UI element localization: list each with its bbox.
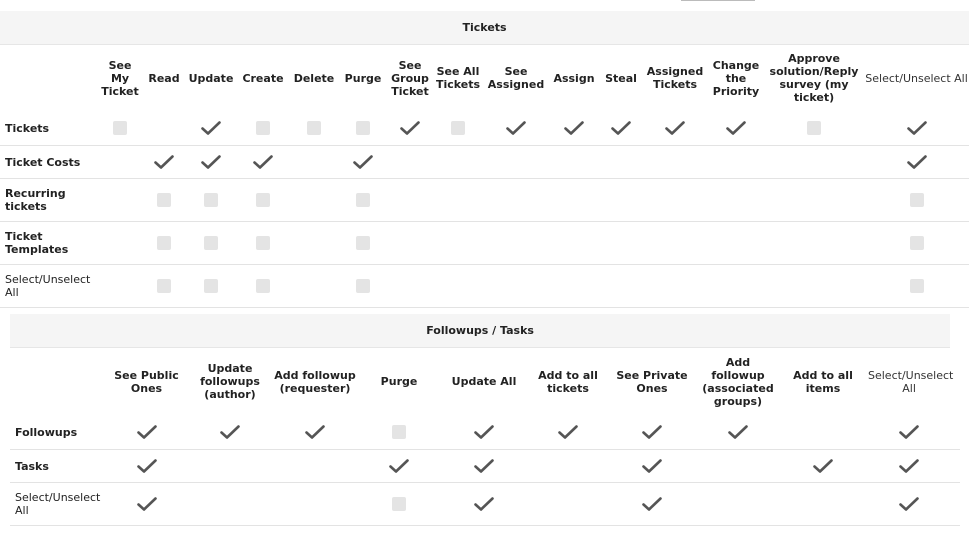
cell <box>186 112 236 146</box>
tickets-section-title: Tickets <box>0 11 969 45</box>
cell <box>642 112 708 146</box>
cell <box>950 483 960 526</box>
cell <box>438 483 530 526</box>
cell <box>548 146 600 179</box>
checkbox-icon[interactable] <box>392 425 406 439</box>
checkmark-icon[interactable] <box>474 458 494 474</box>
cell <box>484 112 548 146</box>
cell <box>698 416 778 450</box>
cell <box>548 179 600 222</box>
cell <box>708 112 764 146</box>
column-header-purge: Purge <box>344 71 382 85</box>
cell <box>438 450 530 483</box>
cell <box>432 222 484 265</box>
column-header-update: Update <box>188 71 234 85</box>
cell <box>103 450 190 483</box>
cell <box>778 450 868 483</box>
checkmark-icon[interactable] <box>305 424 325 440</box>
cell <box>484 179 548 222</box>
column-header-approve-solution-reply-survey-my-ticket: Approve solution/Reply survey (my ticket) <box>769 52 859 105</box>
checkmark-icon[interactable] <box>137 496 157 512</box>
cell <box>600 179 642 222</box>
checkmark-icon[interactable] <box>389 458 409 474</box>
cell <box>606 483 698 526</box>
cell <box>764 179 864 222</box>
cell <box>270 450 360 483</box>
checkbox-icon[interactable] <box>910 236 924 250</box>
cell <box>186 179 236 222</box>
checkbox-icon[interactable] <box>256 279 270 293</box>
cell <box>360 483 438 526</box>
column-header-add-followup-associated-groups: Add followup (associated groups) <box>702 355 774 408</box>
cell <box>432 112 484 146</box>
cell <box>190 450 270 483</box>
cell <box>764 112 864 146</box>
checkmark-icon[interactable] <box>642 424 662 440</box>
checkmark-icon[interactable] <box>728 424 748 440</box>
checkbox-icon[interactable] <box>157 193 171 207</box>
cell <box>698 483 778 526</box>
cell <box>142 265 186 308</box>
checkmark-icon[interactable] <box>201 154 221 170</box>
cell <box>778 416 868 450</box>
cell <box>103 483 190 526</box>
cell <box>600 146 642 179</box>
cell <box>708 179 764 222</box>
checkbox-icon[interactable] <box>910 193 924 207</box>
cell <box>98 112 142 146</box>
cell <box>484 146 548 179</box>
cell <box>142 146 186 179</box>
checkmark-icon[interactable] <box>137 424 157 440</box>
row-label-select-unselect-all: Select/Unselect All <box>0 265 98 308</box>
cell <box>642 222 708 265</box>
row-label-recurring-tickets: Recurring tickets <box>0 179 98 222</box>
row-label-select-unselect-all: Select/Unselect All <box>10 483 103 526</box>
row-label-ticket-costs: Ticket Costs <box>0 146 98 179</box>
checkbox-icon[interactable] <box>807 121 821 135</box>
checkbox-icon[interactable] <box>356 193 370 207</box>
cell <box>290 146 338 179</box>
column-header-change-the-priority: Change the Priority <box>712 58 760 98</box>
table-row <box>10 416 960 450</box>
checkbox-icon[interactable] <box>910 279 924 293</box>
cell <box>530 416 606 450</box>
cell <box>548 265 600 308</box>
cell <box>438 416 530 450</box>
checkmark-icon[interactable] <box>506 120 526 136</box>
cell <box>642 265 708 308</box>
checkbox-icon[interactable] <box>204 236 218 250</box>
cell <box>606 416 698 450</box>
table-row <box>10 450 960 483</box>
cell <box>600 112 642 146</box>
cell <box>103 416 190 450</box>
checkmark-icon[interactable] <box>201 120 221 136</box>
cell <box>98 146 142 179</box>
cell <box>950 450 960 483</box>
cell <box>600 265 642 308</box>
column-header-steal: Steal <box>605 71 637 85</box>
cell <box>236 222 290 265</box>
cell <box>360 450 438 483</box>
checkmark-icon[interactable] <box>665 120 685 136</box>
checkbox-icon[interactable] <box>204 279 218 293</box>
checkmark-icon[interactable] <box>137 458 157 474</box>
column-header-see-assigned: See Assigned <box>487 65 545 92</box>
cell <box>778 483 868 526</box>
checkbox-icon[interactable] <box>451 121 465 135</box>
cell <box>764 265 864 308</box>
tickets-rights-table <box>0 11 969 308</box>
checkmark-icon[interactable] <box>907 154 927 170</box>
cell <box>290 179 338 222</box>
cell <box>388 146 432 179</box>
cell <box>388 179 432 222</box>
column-header-select-unselect-all: Select/Unselect All <box>865 71 968 85</box>
followups-section-title: Followups / Tasks <box>10 314 950 348</box>
column-header-assign: Assign <box>553 71 595 85</box>
cell <box>864 112 969 146</box>
cell <box>764 146 864 179</box>
checkmark-icon[interactable] <box>642 496 662 512</box>
checkmark-icon[interactable] <box>611 120 631 136</box>
cell <box>432 265 484 308</box>
checkmark-icon[interactable] <box>813 458 833 474</box>
table-row <box>0 222 969 265</box>
checkbox-icon[interactable] <box>307 121 321 135</box>
cell <box>950 416 960 450</box>
table-row <box>0 265 969 308</box>
cell <box>642 179 708 222</box>
cell <box>290 265 338 308</box>
cell <box>764 222 864 265</box>
column-header-update-followups-author: Update followups (author) <box>200 362 260 402</box>
table-row <box>0 179 969 222</box>
checkbox-icon[interactable] <box>256 193 270 207</box>
cell <box>338 222 388 265</box>
column-header-see-all-tickets: See All Tickets <box>435 65 481 92</box>
column-header-see-my-ticket: See My Ticket <box>101 58 139 98</box>
column-header-select-unselect-all: Select/Unselect All <box>868 368 954 395</box>
cell <box>698 450 778 483</box>
checkmark-icon[interactable] <box>353 154 373 170</box>
cell <box>864 222 969 265</box>
column-header-add-to-all-tickets: Add to all tickets <box>538 368 598 395</box>
column-header-create: Create <box>242 71 284 85</box>
followups-rights-table <box>10 314 960 526</box>
cell <box>338 146 388 179</box>
cell <box>98 179 142 222</box>
row-label-followups: Followups <box>10 416 103 450</box>
cell <box>236 146 290 179</box>
checkbox-icon[interactable] <box>157 279 171 293</box>
checkmark-icon[interactable] <box>253 154 273 170</box>
cell <box>290 112 338 146</box>
checkbox-icon[interactable] <box>356 236 370 250</box>
followups-header-row <box>10 348 960 416</box>
cell <box>290 222 338 265</box>
row-label-ticket-templates: Ticket Templates <box>0 222 98 265</box>
checkmark-icon[interactable] <box>558 424 578 440</box>
column-header-add-followup-requester: Add followup (requester) <box>274 368 356 395</box>
table-row <box>0 146 969 179</box>
column-header-see-private-ones: See Private Ones <box>616 368 688 395</box>
checkmark-icon[interactable] <box>899 496 919 512</box>
checkmark-icon[interactable] <box>899 424 919 440</box>
cell <box>484 222 548 265</box>
cell <box>708 146 764 179</box>
checkbox-icon[interactable] <box>157 236 171 250</box>
cell <box>270 483 360 526</box>
cell <box>432 179 484 222</box>
cell <box>868 483 950 526</box>
cell <box>360 416 438 450</box>
cell <box>186 222 236 265</box>
cell <box>868 450 950 483</box>
checkmark-icon[interactable] <box>642 458 662 474</box>
checkmark-icon[interactable] <box>899 458 919 474</box>
cell <box>484 265 548 308</box>
cell <box>338 265 388 308</box>
checkmark-icon[interactable] <box>474 424 494 440</box>
cell <box>190 483 270 526</box>
cell <box>864 146 969 179</box>
cell <box>708 222 764 265</box>
cell <box>98 222 142 265</box>
checkbox-icon[interactable] <box>356 121 370 135</box>
cell <box>236 179 290 222</box>
cell <box>600 222 642 265</box>
column-header-assigned-tickets: Assigned Tickets <box>646 65 704 92</box>
cell <box>98 265 142 308</box>
cell <box>270 416 360 450</box>
column-header-see-group-ticket: See Group Ticket <box>391 58 429 98</box>
cell <box>388 112 432 146</box>
cell <box>548 222 600 265</box>
checkmark-icon[interactable] <box>154 154 174 170</box>
cell <box>186 146 236 179</box>
row-label-tickets: Tickets <box>0 112 98 146</box>
checkmark-icon[interactable] <box>474 496 494 512</box>
cell <box>530 483 606 526</box>
checkmark-icon[interactable] <box>400 120 420 136</box>
cell <box>236 112 290 146</box>
tickets-header-row <box>0 45 969 112</box>
cell <box>338 179 388 222</box>
column-header-add-to-all-items: Add to all items <box>793 368 853 395</box>
column-header-delete: Delete <box>293 71 335 85</box>
cell <box>642 146 708 179</box>
checkbox-icon[interactable] <box>356 279 370 293</box>
cell <box>236 265 290 308</box>
cell <box>338 112 388 146</box>
cell <box>142 179 186 222</box>
cell <box>142 222 186 265</box>
checkbox-icon[interactable] <box>113 121 127 135</box>
cell <box>530 450 606 483</box>
checkmark-icon[interactable] <box>564 120 584 136</box>
table-row <box>0 112 969 146</box>
checkbox-icon[interactable] <box>256 236 270 250</box>
cell <box>708 265 764 308</box>
checkmark-icon[interactable] <box>220 424 240 440</box>
cell <box>388 222 432 265</box>
checkbox-icon[interactable] <box>392 497 406 511</box>
checkbox-icon[interactable] <box>204 193 218 207</box>
cell <box>864 179 969 222</box>
cell <box>432 146 484 179</box>
cell <box>388 265 432 308</box>
column-header-update-all: Update All <box>451 375 517 389</box>
checkmark-icon[interactable] <box>907 120 927 136</box>
row-label-tasks: Tasks <box>10 450 103 483</box>
cell <box>606 450 698 483</box>
cell <box>142 112 186 146</box>
column-header-read: Read <box>148 71 180 85</box>
table-row <box>10 483 960 526</box>
column-header-see-public-ones: See Public Ones <box>114 368 179 395</box>
checkbox-icon[interactable] <box>256 121 270 135</box>
cell <box>548 112 600 146</box>
cell <box>864 265 969 308</box>
cell <box>186 265 236 308</box>
column-header-purge: Purge <box>380 375 418 389</box>
cell <box>190 416 270 450</box>
checkmark-icon[interactable] <box>726 120 746 136</box>
cell <box>868 416 950 450</box>
top-button-edge <box>681 0 755 2</box>
